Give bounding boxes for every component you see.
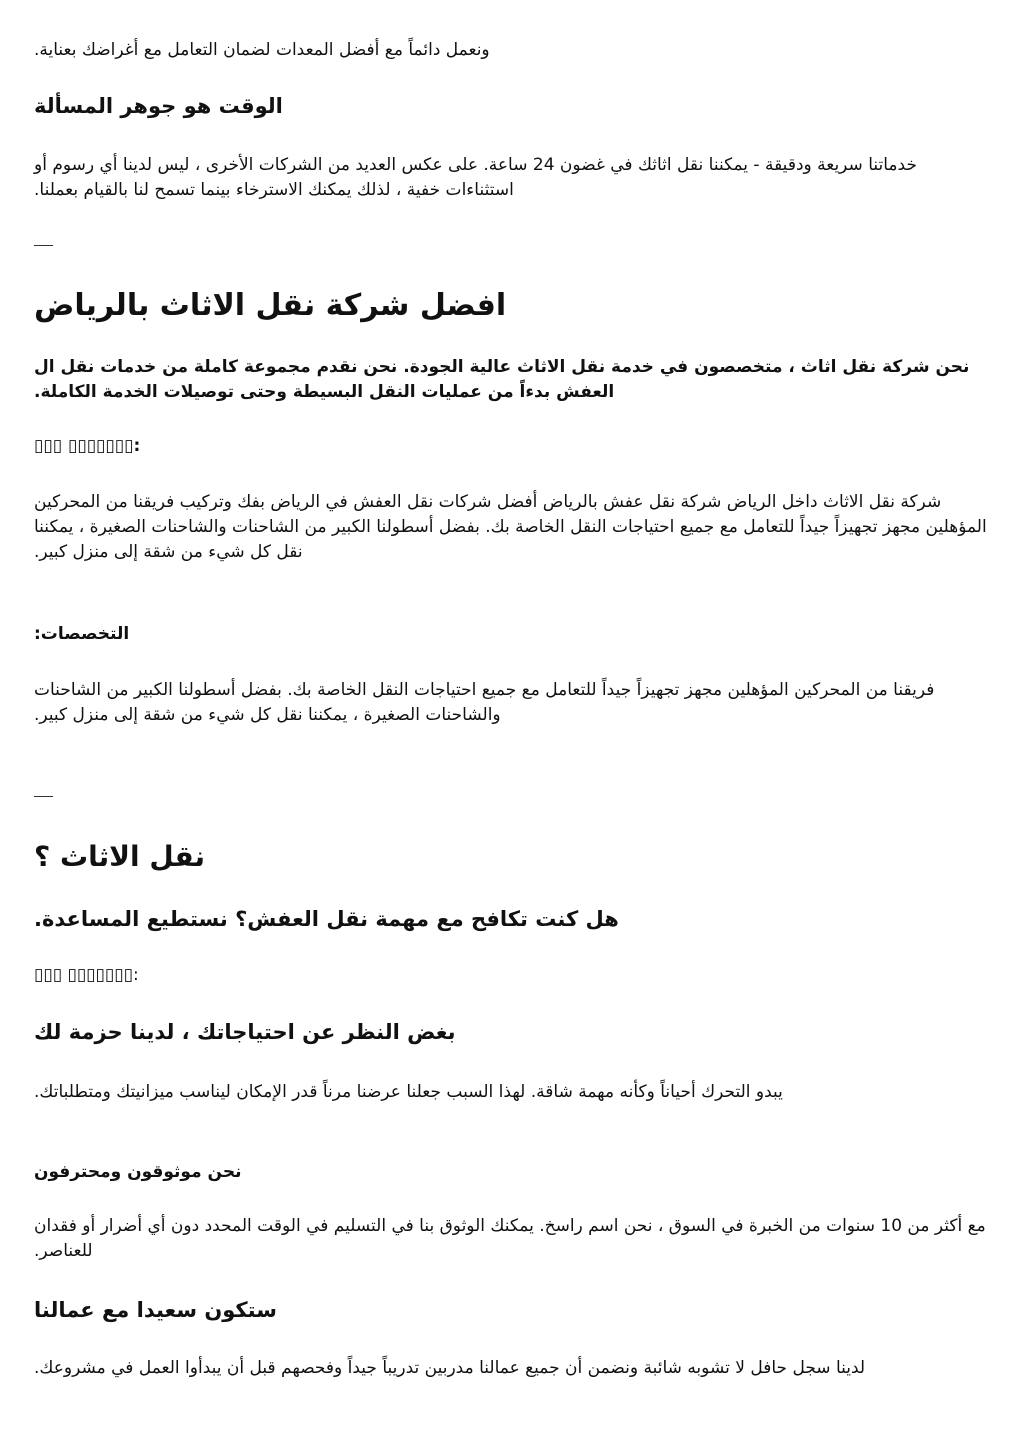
needs-heading: بغض النظر عن احتياجاتك ، لدينا حزمة لك [34, 1020, 456, 1044]
best-company-subheading: نحن شركة نقل اثاث ، متخصصون في خدمة نقل الاثاث عالية الجودة. نحن نقدم مجموعة كاملة من خدمات نقل ال العفش بدءاً من عمليات النقل البسيطة وحتى توصيلات الخدمة الكاملة. [34, 357, 970, 402]
workers-heading: ستكون سعيدا مع عمالنا [34, 1298, 277, 1322]
trust-body: مع أكثر من 10 سنوات من الخبرة في السوق ، نحن اسم راسخ. يمكنك الوثوق بنا في التسليم في الوقت المحدد دون أي أضرار أو فقدان للعناصر. [34, 1216, 986, 1261]
time-heading: الوقت هو جوهر المسألة [34, 94, 283, 118]
specialties-label: التخصصات: [34, 624, 130, 644]
best-company-heading: افضل شركة نقل الاثاث بالرياض [34, 288, 507, 323]
best-company-body: شركة نقل الاثاث داخل الرياض شركة نقل عفش بالرياض أفضل شركات نقل العفش في الرياض بفك وتركيب فريقنا من المحركين المؤهلين مجهز تجهيزاً جيداً للتعامل مع جميع احتياجات النقل الخاصة بك. بفضل أسطولنا الكبير من الشاحنات والشاحنات الصغيرة ، يمكننا نقل كل شيء من شقة إلى منزل كبير. [34, 492, 987, 562]
moving-subheading: هل كنت تكافح مع مهمة نقل العفش؟ نستطيع المساعدة. [34, 907, 619, 931]
trust-heading: نحن موثوقون ومحترفون [34, 1162, 242, 1182]
moving-heading: نقل الاثاث ؟ [34, 840, 206, 873]
specialties-body: فريقنا من المحركين المؤهلين مجهز تجهيزاً جيداً للتعامل مع جميع احتياجات النقل الخاصة بك. بفضل أسطولنا الكبير من الشاحنات والشاحنات الصغيرة ، يمكننا نقل كل شيء من شقة إلى منزل كبير. [34, 680, 935, 725]
needs-body: يبدو التحرك أحياناً وكأنه مهمة شاقة. لهذا السبب جعلنا عرضنا مرناً قدر الإمكان ليناسب ميزانيتك ومتطلباتك. [34, 1082, 783, 1102]
intro-text: ونعمل دائماً مع أفضل المعدات لضمان التعامل مع أغراضك بعناية. [34, 40, 490, 60]
section-divider [34, 245, 53, 246]
garbled-label: ▯▯▯ ▯▯▯▯▯▯▯: [34, 965, 139, 985]
garbled-label: ▯▯▯ ▯▯▯▯▯▯▯: [34, 436, 141, 456]
time-body: خدماتنا سريعة ودقيقة - يمكننا نقل اثاثك في غضون 24 ساعة. على عكس العديد من الشركات الأخرى ، ليس لدينا أي رسوم أو استثناءات خفية ، لذلك يمكنك الاسترخاء بينما تسمح لنا بالقيام بعملنا. [34, 155, 917, 200]
workers-body: لدينا سجل حافل لا تشوبه شائبة ونضمن أن جميع عمالنا مدربين تدريباً جيداً وفحصهم قبل أن يبدأوا العمل في مشروعك. [34, 1358, 866, 1378]
section-divider [34, 796, 53, 797]
